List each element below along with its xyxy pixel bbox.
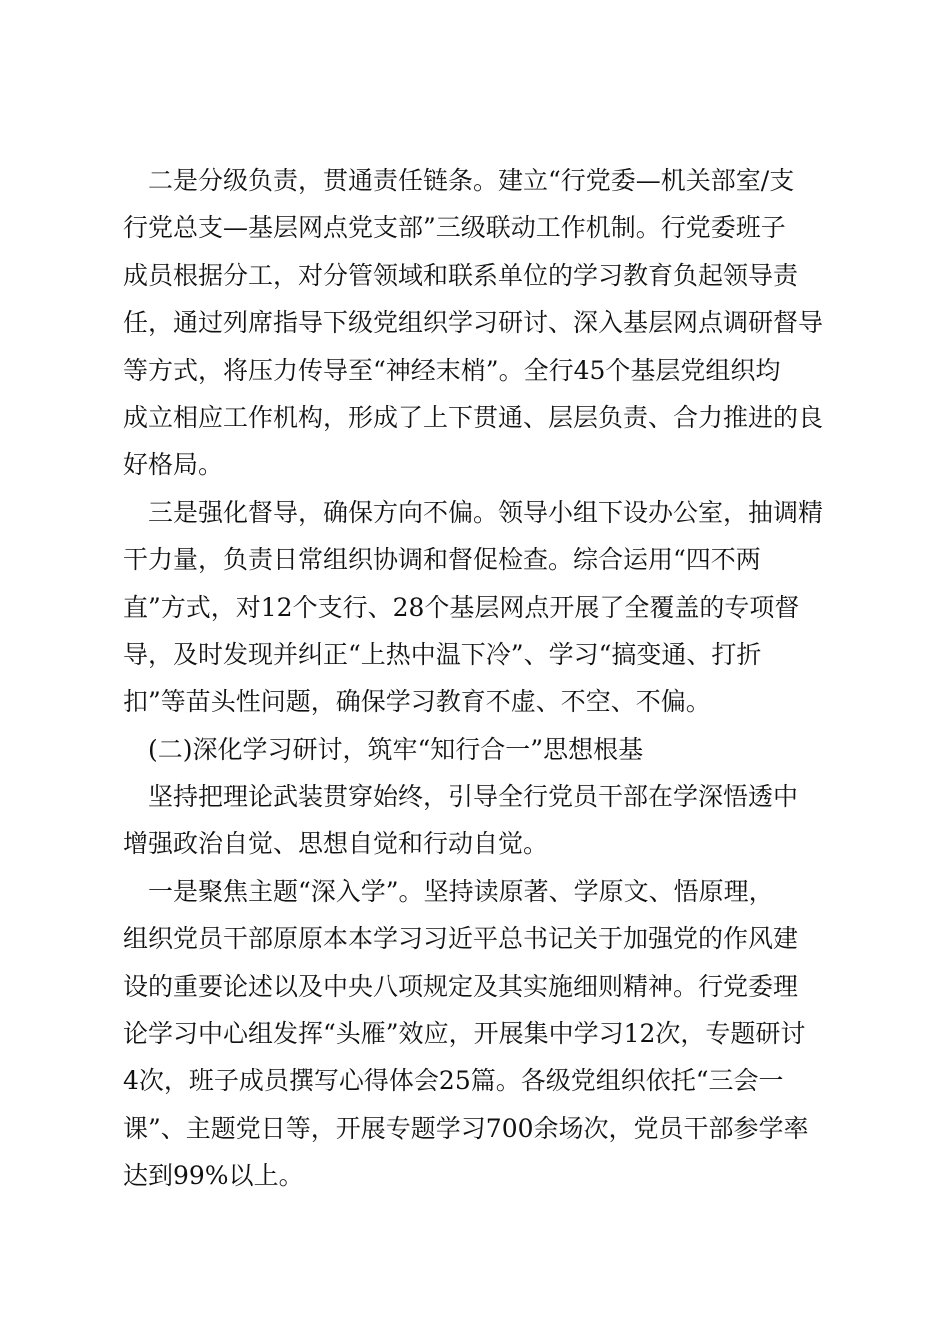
text-line: 达到99%以上。 [123,1161,304,1191]
text-line: 成员根据分工，对分管领域和联系单位的学习教育负起领导责 [123,260,799,290]
text-line: 一是聚焦主题“深入学”。坚持读原著、学原文、悟原理， [123,876,774,906]
text-line: 好格局。 [123,450,224,480]
document-body [123,157,833,1200]
text-line: 课”、主题党日等，开展专题学习700余场次，党员干部参学率 [123,1113,809,1143]
text-line: 二是分级负责，贯通责任链条。建立“行党委—机关部室/支 [123,166,795,195]
text-line: 导，及时发现并纠正“上热中温下冷”、学习“搞变通、打折 [123,639,762,669]
text-line: 三是强化督导，确保方向不偏。领导小组下设办公室，抽调精 [123,497,824,527]
text-line: 设的重要论述以及中央八项规定及其实施细则精神。行党委理 [123,971,799,1001]
text-line: 等方式，将压力传导至“神经末梢”。全行45个基层党组织均 [123,355,781,385]
text-line: 坚持把理论武装贯穿始终，引导全行党员干部在学深悟透中 [123,782,799,812]
text-line: 论学习中心组发挥“头雁”效应，开展集中学习12次，专题研讨 [123,1019,806,1049]
text-line: 增强政治自觉、思想自觉和行动自觉。 [123,829,549,859]
text-line: 4次，班子成员撰写心得体会25篇。各级党组织依托“三会一 [123,1066,784,1096]
section-heading: (二)深化学习研讨，筑牢“知行合一”思想根基 [123,734,644,764]
text-line: 任，通过列席指导下级党组织学习研讨、深入基层网点调研督导 [123,308,824,338]
text-line: 直”方式，对12个支行、28个基层网点开展了全覆盖的专项督 [123,592,800,622]
text-line: 组织党员干部原原本本学习习近平总书记关于加强党的作风建 [123,924,799,954]
text-line: 行党总支—基层网点党支部”三级联动工作机制。行党委班子 [123,213,786,243]
text-line: 成立相应工作机构，形成了上下贯通、层层负责、合力推进的良 [123,402,824,432]
text-line: 扣”等苗头性问题，确保学习教育不虚、不空、不偏。 [123,687,711,717]
text-line: 干力量，负责日常组织协调和督促检查。综合运用“四不两 [123,545,761,575]
